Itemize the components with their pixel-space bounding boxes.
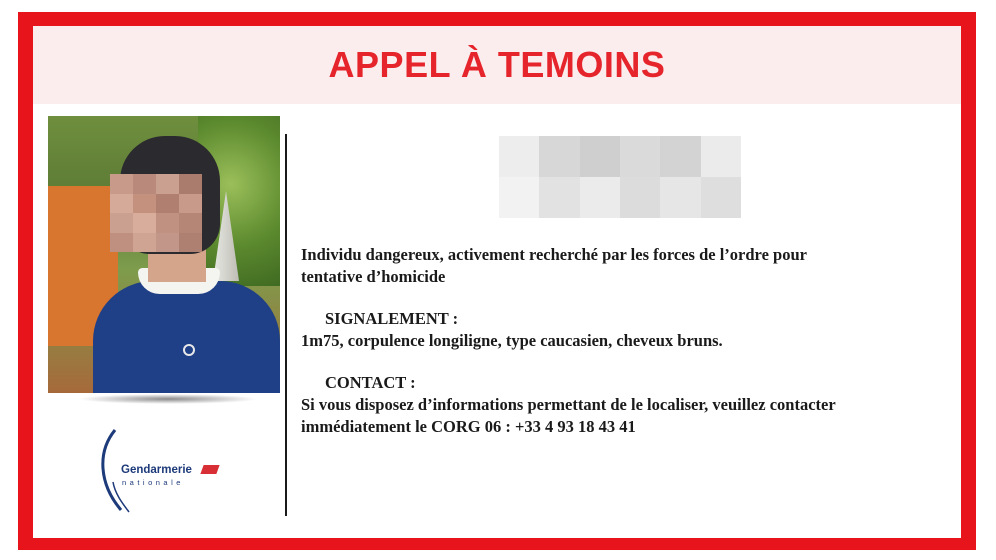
vertical-divider — [285, 134, 287, 516]
contact-line-1: Si vous disposez d’informations permettant de le localiser, veuillez contacter — [301, 395, 836, 414]
name-pixelation — [499, 136, 741, 218]
contact-heading: CONTACT : — [325, 373, 416, 392]
contact-line-2: immédiatement le CORG 06 : +33 4 93 18 43 41 — [301, 417, 636, 436]
signalement-text: 1m75, corpulence longiligne, type caucasien, cheveux bruns. — [301, 331, 723, 350]
poster-body — [33, 26, 961, 538]
tricolor-flag-icon — [200, 465, 219, 474]
logo-name: Gendarmerie — [121, 464, 192, 476]
gendarmerie-logo — [95, 422, 225, 518]
logo-subtitle: nationale — [122, 478, 184, 487]
face-pixelation — [110, 174, 202, 252]
poster-title: APPEL À TEMOINS — [328, 44, 666, 85]
description-line-2: tentative d’homicide — [301, 267, 446, 286]
title-band — [33, 26, 961, 104]
signalement-heading: SIGNALEMENT : — [325, 309, 459, 328]
suspect-photo — [48, 116, 280, 393]
description-line-1: Individu dangereux, activement recherché par les forces de l’ordre pour — [301, 245, 807, 264]
notice-text — [301, 244, 951, 438]
poster-frame — [18, 12, 976, 550]
